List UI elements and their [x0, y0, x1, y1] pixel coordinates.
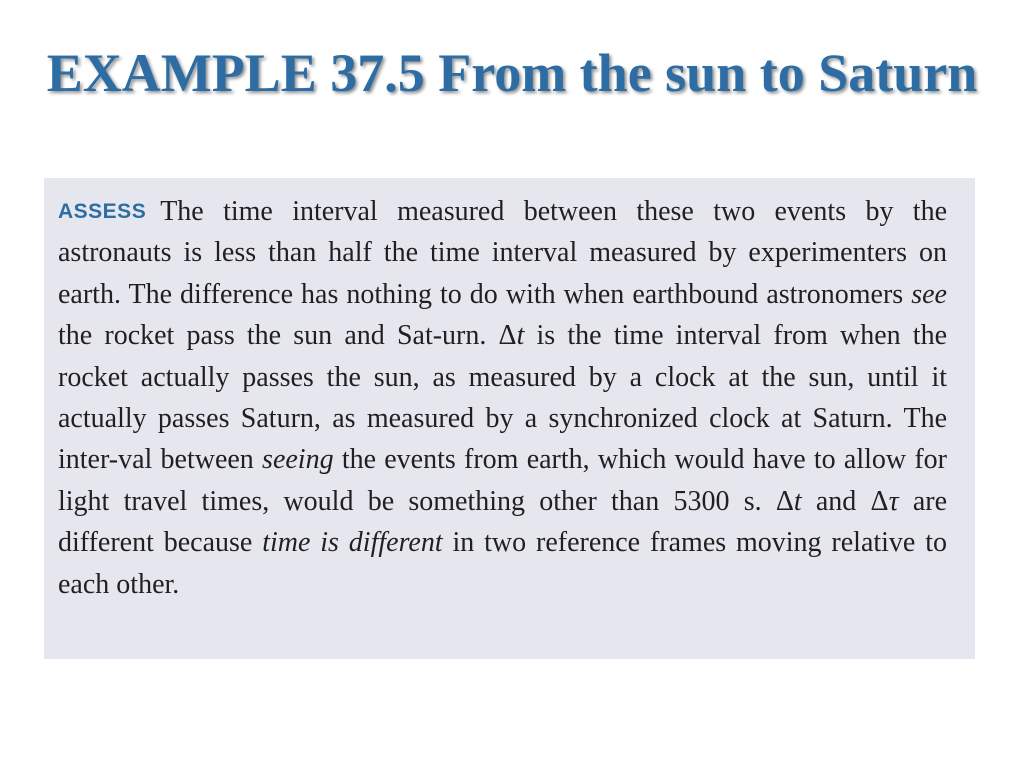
assess-text-7: t [793, 485, 802, 517]
assess-text-8: and Δ [801, 485, 889, 517]
assess-text-6: the events from earth, which would have to allow for light travel times, would be something other than 5300 s. Δ [58, 444, 947, 517]
assess-text-10: are different because [58, 485, 948, 559]
assess-text-2: the rocket pass the sun and Sat-urn. Δ [58, 320, 517, 352]
assess-text-0: The time interval measured between these two events by the astronauts is less than half the time interval measured by experimenters on earth. The difference has nothing to do with when earthbound astronomers [58, 196, 947, 310]
assess-text-9: τ [888, 485, 899, 517]
slide-title: EXAMPLE 37.5 From the sun to Saturn [46, 43, 978, 103]
assess-text-12: in two reference frames moving relative to each other. [58, 527, 947, 600]
assess-text-5: seeing [262, 444, 334, 476]
assess-label: ASSESS [58, 200, 147, 223]
assess-paragraph [58, 191, 947, 605]
assess-text-3: t [516, 320, 525, 352]
assess-box [44, 178, 975, 659]
assess-text-4: is the time interval from when the rocket actually passes the sun, as measured by a clock at the sun, until it actually passes Saturn, as measured by a synchronized clock at Saturn. The inter-val between [58, 320, 947, 476]
assess-text-11: time is different [262, 527, 443, 559]
assess-text-1: see [911, 278, 947, 310]
